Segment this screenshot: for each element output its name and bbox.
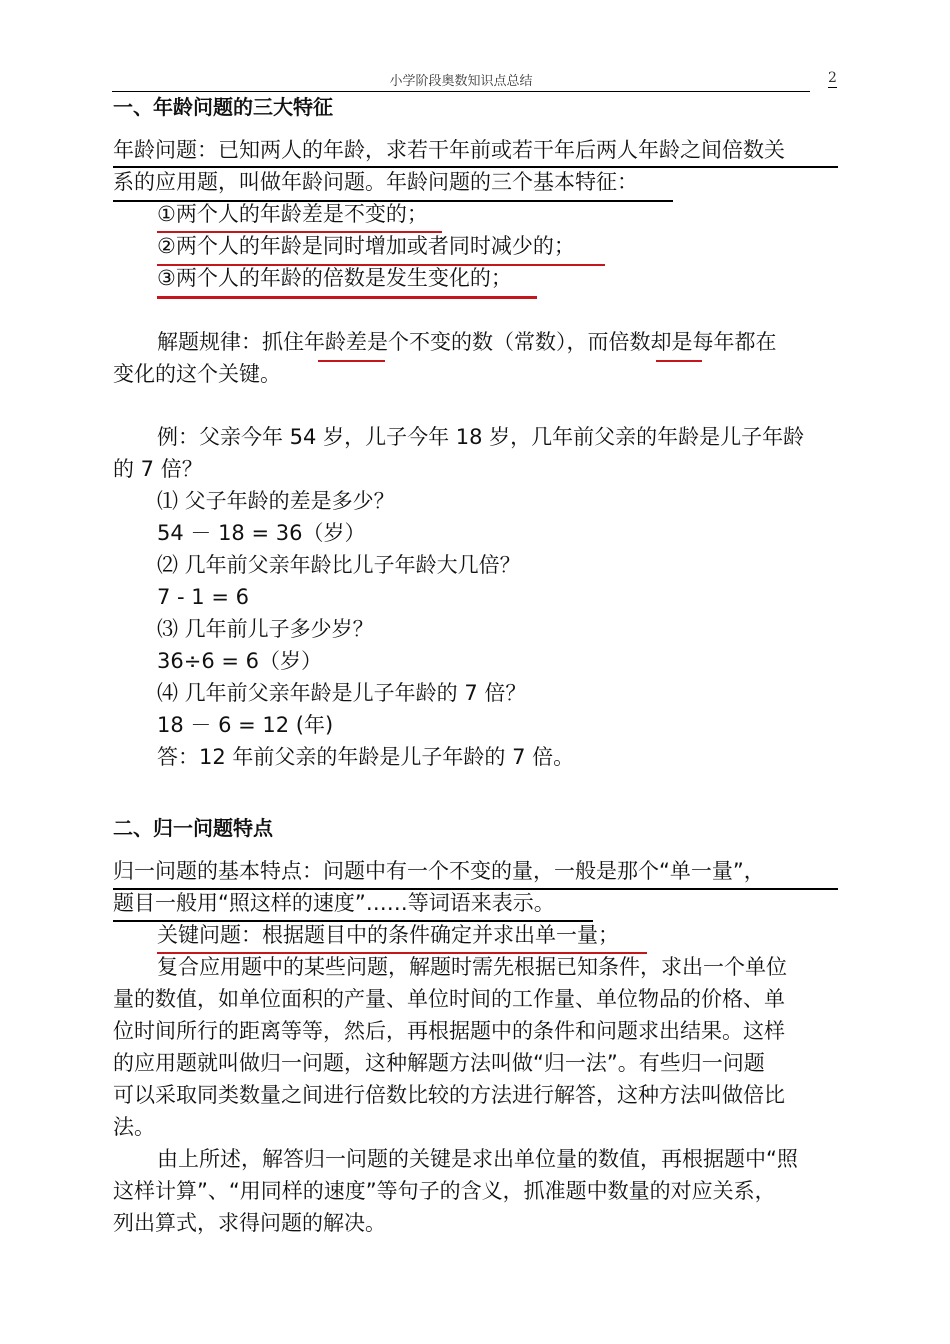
paragraph-line: 关键问题：根据题目中的条件确定并求出单一量；: [157, 923, 619, 947]
paragraph-line: 这样计算”、“用同样的速度”等句子的含义，抓准题中数量的对应关系，: [113, 1179, 776, 1203]
solution-step: 7 - 1 = 6: [157, 585, 249, 609]
solution-step: 36÷6 = 6（岁）: [157, 649, 322, 673]
paragraph-line: 法。: [113, 1115, 155, 1139]
page-number: 2: [828, 70, 837, 86]
section-heading-unitary-problems: 二、归一问题特点: [113, 816, 273, 840]
paragraph-line: 题目一般用“照这样的速度”……等词语来表示。: [113, 891, 555, 915]
paragraph-line: 变化的这个关键。: [113, 362, 281, 386]
underline-mark: [656, 360, 702, 362]
example-line: 的 7 倍？: [113, 457, 203, 481]
paragraph-line: 量的数值，如单位面积的产量、单位时间的工作量、单位物品的价格、单: [113, 987, 785, 1011]
paragraph-line: 列出算式，求得问题的解决。: [113, 1211, 386, 1235]
running-header: 小学阶段奥数知识点总结: [112, 70, 810, 92]
underline-mark: [157, 296, 537, 299]
underline-mark: [318, 360, 385, 362]
solution-step: ⑶ 几年前儿子多少岁？: [157, 617, 374, 641]
paragraph-line: 归一问题的基本特点：问题中有一个不变的量，一般是那个“单一量”，: [113, 859, 765, 883]
solution-step: ⑴ 父子年龄的差是多少？: [157, 489, 395, 513]
paragraph-line: 复合应用题中的某些问题，解题时需先根据已知条件，求出一个单位: [157, 955, 787, 979]
feature-item: ①两个人的年龄差是不变的；: [157, 202, 428, 226]
paragraph-line: 的应用题就叫做归一问题，这种解题方法叫做“归一法”。有些归一问题: [113, 1051, 765, 1075]
paragraph-line: 年龄问题：已知两人的年龄，求若干年前或若干年后两人年龄之间倍数关: [113, 138, 785, 162]
solution-step: 54 － 18 = 36（岁）: [157, 521, 366, 545]
answer-line: 答：12 年前父亲的年龄是儿子年龄的 7 倍。: [157, 745, 575, 769]
solution-step: ⑷ 几年前父亲年龄是儿子年龄的 7 倍？: [157, 681, 527, 705]
paragraph-line: 可以采取同类数量之间进行倍数比较的方法进行解答，这种方法叫做倍比: [113, 1083, 785, 1107]
feature-item: ②两个人的年龄是同时增加或者同时减少的；: [157, 234, 575, 258]
solution-step: 18 － 6 = 12 (年): [157, 713, 334, 737]
section-heading-age-problems: 一、年龄问题的三大特征: [113, 95, 333, 119]
feature-item: ③两个人的年龄的倍数是发生变化的；: [157, 266, 512, 290]
example-line: 例：父亲今年 54 岁，儿子今年 18 岁，几年前父亲的年龄是儿子年龄: [157, 425, 805, 449]
paragraph-line: 系的应用题，叫做年龄问题。年龄问题的三个基本特征：: [113, 170, 638, 194]
paragraph-line: 由上所述，解答归一问题的关键是求出单位量的数值，再根据题中“照: [157, 1147, 798, 1171]
solution-step: ⑵ 几年前父亲年龄比儿子年龄大几倍？: [157, 553, 521, 577]
paragraph-line: 解题规律：抓住年龄差是个不变的数（常数），而倍数却是每年都在: [157, 330, 777, 354]
paragraph-line: 位时间所行的距离等等，然后，再根据题中的条件和问题求出结果。这样: [113, 1019, 785, 1043]
